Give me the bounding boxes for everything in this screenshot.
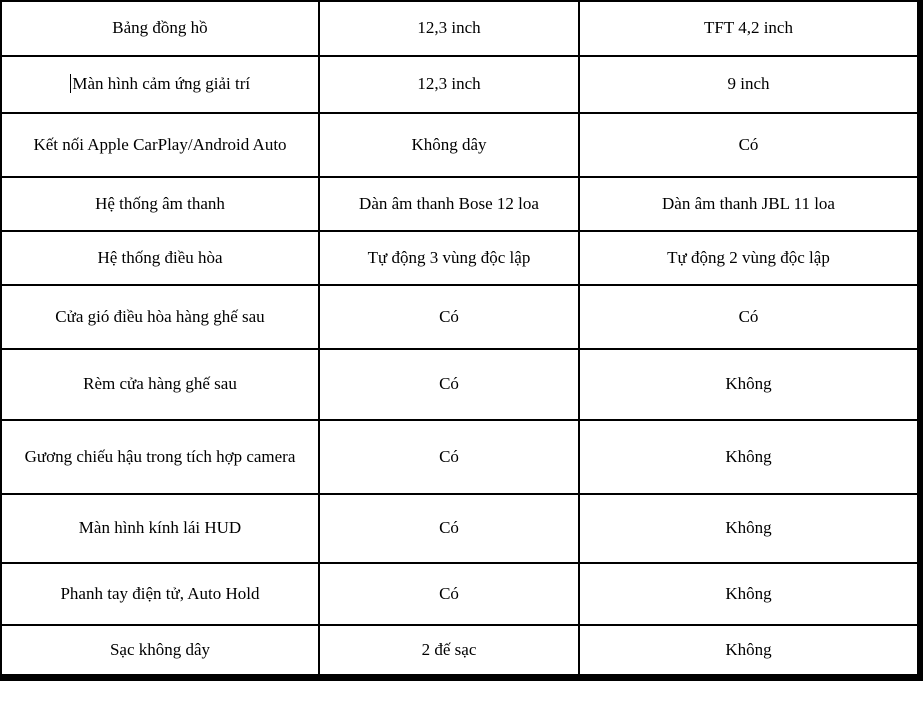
cell-value-2[interactable]: Tự động 2 vùng độc lập [579, 231, 920, 285]
table-row [1, 625, 920, 677]
cell-value-1[interactable]: Có [319, 494, 579, 563]
cell-feature[interactable]: Cửa gió điều hòa hàng ghế sau [1, 285, 319, 349]
cell-value-1[interactable]: Dàn âm thanh Bose 12 loa [319, 177, 579, 231]
cell-value-2[interactable]: Không [579, 494, 920, 563]
cell-value-1[interactable]: Có [319, 563, 579, 625]
cell-value-2[interactable]: 9 inch [579, 56, 920, 113]
cell-value-1[interactable]: Có [319, 285, 579, 349]
table-row [1, 177, 920, 231]
table-row [1, 563, 920, 625]
cell-value-1[interactable]: 2 đế sạc [319, 625, 579, 677]
cell-feature[interactable]: Hệ thống âm thanh [1, 177, 319, 231]
cell-value-1[interactable]: Không dây [319, 113, 579, 177]
cell-value-1[interactable]: 12,3 inch [319, 56, 579, 113]
table-row [1, 1, 920, 56]
cell-feature[interactable]: Màn hình kính lái HUD [1, 494, 319, 563]
cell-value-2[interactable]: Có [579, 285, 920, 349]
table-row [1, 349, 920, 420]
table-row [1, 494, 920, 563]
table-row [1, 285, 920, 349]
cell-feature[interactable]: Gương chiếu hậu trong tích hợp camera [1, 420, 319, 494]
cell-value-1[interactable]: 12,3 inch [319, 1, 579, 56]
cell-feature[interactable] [1, 56, 319, 113]
cell-value-2[interactable]: Không [579, 420, 920, 494]
cell-value-2[interactable]: TFT 4,2 inch [579, 1, 920, 56]
cell-value-2[interactable]: Không [579, 625, 920, 677]
cell-value-2[interactable]: Không [579, 349, 920, 420]
table-row [1, 420, 920, 494]
cell-feature[interactable]: Phanh tay điện tử, Auto Hold [1, 563, 319, 625]
cell-feature[interactable]: Sạc không dây [1, 625, 319, 677]
cell-feature[interactable]: Hệ thống điều hòa [1, 231, 319, 285]
table-row [1, 113, 920, 177]
cell-feature[interactable]: Rèm cửa hàng ghế sau [1, 349, 319, 420]
cell-value-2[interactable]: Có [579, 113, 920, 177]
cell-feature[interactable]: Bảng đồng hồ [1, 1, 319, 56]
cell-feature-label: Màn hình cảm ứng giải trí [72, 74, 251, 94]
cell-value-1[interactable]: Tự động 3 vùng độc lập [319, 231, 579, 285]
cell-value-2[interactable]: Dàn âm thanh JBL 11 loa [579, 177, 920, 231]
cell-value-2[interactable]: Không [579, 563, 920, 625]
cell-feature[interactable]: Kết nối Apple CarPlay/Android Auto [1, 113, 319, 177]
table-row [1, 56, 920, 113]
table-row [1, 231, 920, 285]
cell-value-1[interactable]: Có [319, 349, 579, 420]
cell-value-1[interactable]: Có [319, 420, 579, 494]
